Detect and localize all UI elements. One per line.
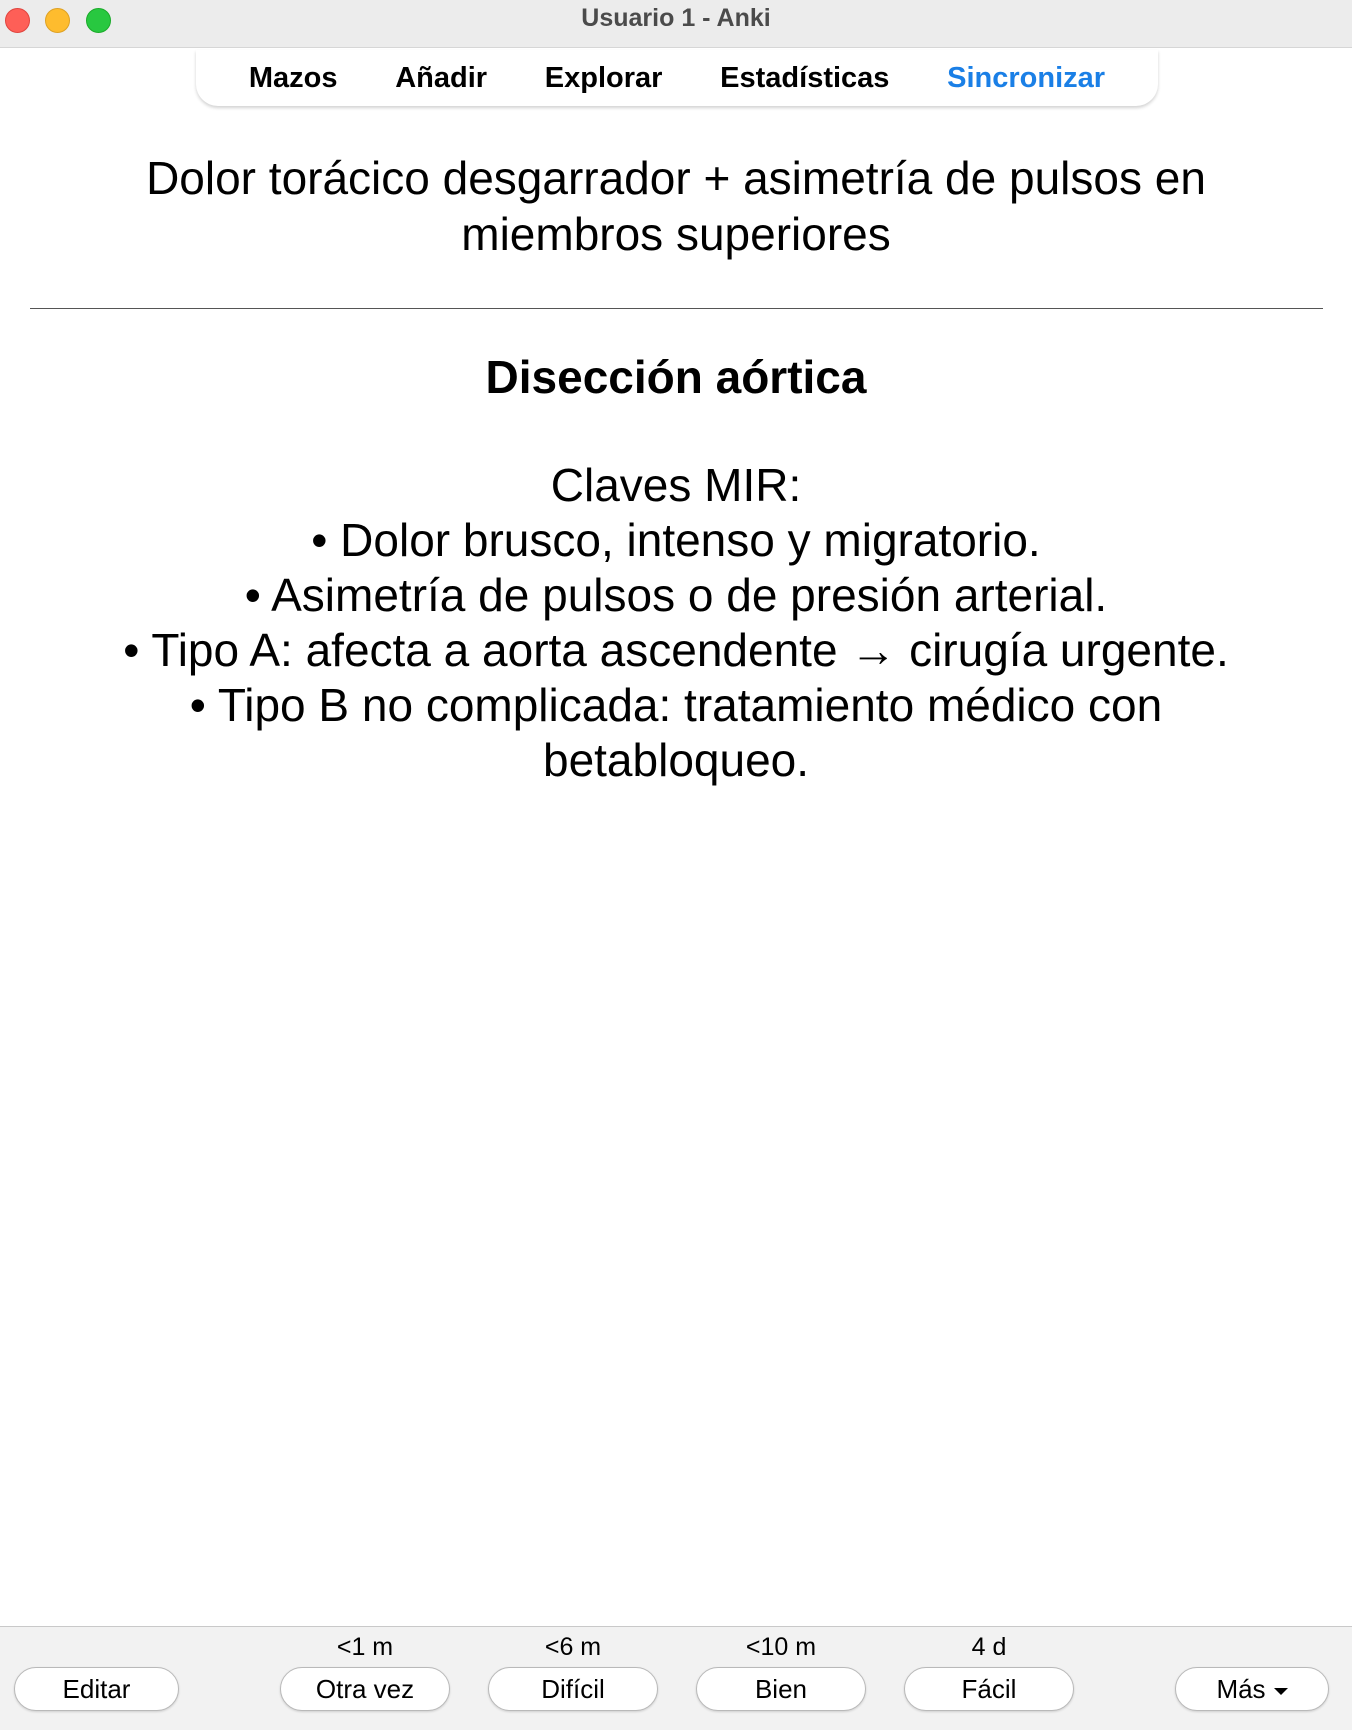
more-button-label: Más [1216, 1674, 1266, 1704]
card-answer-title: Disección aórtica [485, 351, 867, 403]
good-button[interactable]: Bien [696, 1667, 866, 1711]
answer-heading: Claves MIR: [550, 459, 802, 511]
easy-button[interactable]: Fácil [904, 1667, 1074, 1711]
answer-point: • Dolor brusco, intenso y migratorio. [311, 514, 1041, 566]
hard-interval: <6 m [544, 1633, 602, 1661]
again-interval: <1 m [336, 1633, 394, 1661]
toolbar-add-link[interactable]: Añadir [395, 61, 488, 94]
toolbar-stats-link[interactable]: Estadísticas [720, 61, 890, 94]
hard-button[interactable]: Difícil [488, 1667, 658, 1711]
window-titlebar [0, 0, 1352, 48]
answer-point: • Tipo A: afecta a aorta ascendente → cirugía urgente. [123, 624, 1229, 676]
answer-point: • Tipo B no complicada: tratamiento médico con betabloqueo. [189, 679, 1163, 786]
toolbar-sync-link[interactable]: Sincronizar [947, 61, 1106, 94]
window-title: Usuario 1 - Anki [581, 4, 771, 32]
review-bottom-bar [0, 1626, 1352, 1730]
toolbar-decks-link[interactable]: Mazos [248, 61, 338, 94]
good-interval: <10 m [745, 1633, 817, 1661]
caret-down-icon [1274, 1688, 1288, 1695]
answer-point: • Asimetría de pulsos o de presión arterial. [244, 569, 1108, 621]
main-toolbar [196, 50, 1158, 106]
card-answer-body [0, 458, 1352, 788]
edit-button[interactable]: Editar [14, 1667, 179, 1711]
more-button[interactable] [1175, 1667, 1329, 1711]
answer-divider [30, 308, 1323, 309]
again-button[interactable]: Otra vez [280, 1667, 450, 1711]
toolbar-browse-link[interactable]: Explorar [544, 61, 663, 94]
card-question: Dolor torácico desgarrador + asimetría de pulsos en miembros superiores [146, 152, 1206, 260]
card-question-area [0, 150, 1352, 262]
easy-interval: 4 d [971, 1633, 1007, 1661]
